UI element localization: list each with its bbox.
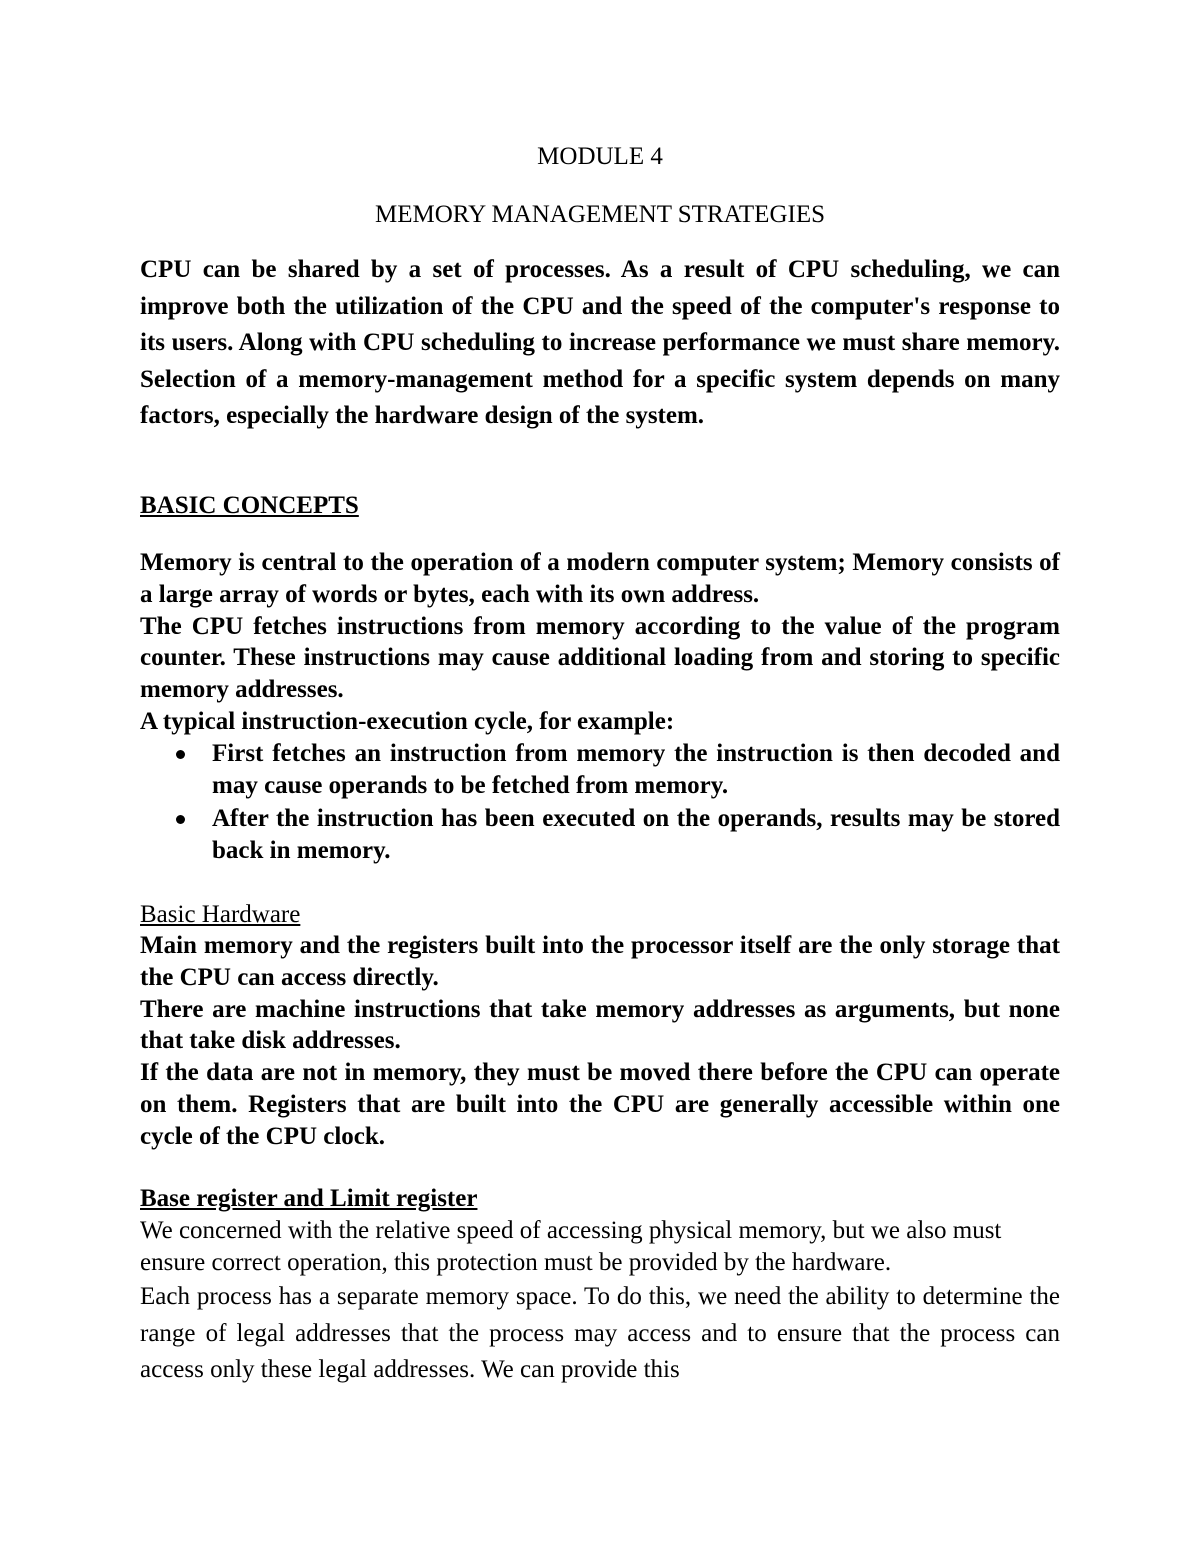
- list-item-text: First fetches an instruction from memory the instruction is then decoded and may cause operands to be fetched from memory.: [212, 739, 1060, 799]
- basic-hardware-paragraph: Main memory and the registers built into the processor itself are the only storage that the CPU can access directly.: [140, 932, 1060, 991]
- basic-hardware-paragraph: There are machine instructions that take memory addresses as arguments, but none that take disk addresses.: [140, 995, 1060, 1055]
- basic-concepts-paragraph: The CPU fetches instructions from memory according to the value of the program counter. These instructions may cause additional loading from and storing to specific memory addresses.: [140, 612, 1060, 704]
- instruction-cycle-list: [140, 738, 1060, 867]
- module-title: MODULE 4: [537, 143, 663, 170]
- basic-concepts-paragraph: Memory is central to the operation of a modern computer system; Memory consists of a large array of words or bytes, each with its own address.: [140, 549, 1060, 608]
- basic-concepts-section: [140, 547, 1060, 869]
- bullet-icon: [176, 815, 185, 824]
- basic-concepts-heading: BASIC CONCEPTS: [140, 492, 359, 519]
- bullet-icon: [176, 750, 185, 759]
- basic-hardware-paragraph: If the data are not in memory, they must be moved there before the CPU can operate on them. Registers that are built into the CPU are generally accessible within one cycle of the CPU clock.: [140, 1059, 1060, 1150]
- basic-hardware-section: [140, 930, 1060, 1153]
- intro-paragraph: CPU can be shared by a set of processes. As a result of CPU scheduling, we can improve both the utilization of the CPU and the speed of the computer's response to its users. Along with CPU scheduling to increase performance we must share memory. Selection of a memory-management method for a specific system depends on many factors, especially the hardware design of the system.: [140, 256, 1060, 429]
- basic-concepts-paragraph: A typical instruction-execution cycle, for example:: [140, 707, 675, 735]
- base-limit-paragraph-2: Each process has a separate memory space. To do this, we need the ability to determine the range of legal addresses that the process may access and to ensure that the process can access only these legal addresses. We can provide this: [140, 1283, 1060, 1383]
- basic-hardware-heading: Basic Hardware: [140, 901, 301, 928]
- base-limit-paragraph-1: We concerned with the relative speed of accessing physical memory, but we also must ensure correct operation, this protection must be provided by the hardware.: [140, 1217, 1002, 1276]
- list-item: [140, 803, 1060, 867]
- base-limit-heading: Base register and Limit register: [140, 1185, 478, 1212]
- list-item: [140, 738, 1060, 802]
- list-item-text: After the instruction has been executed on the operands, results may be stored back in memory.: [212, 805, 1060, 865]
- chapter-title: MEMORY MANAGEMENT STRATEGIES: [374, 201, 826, 228]
